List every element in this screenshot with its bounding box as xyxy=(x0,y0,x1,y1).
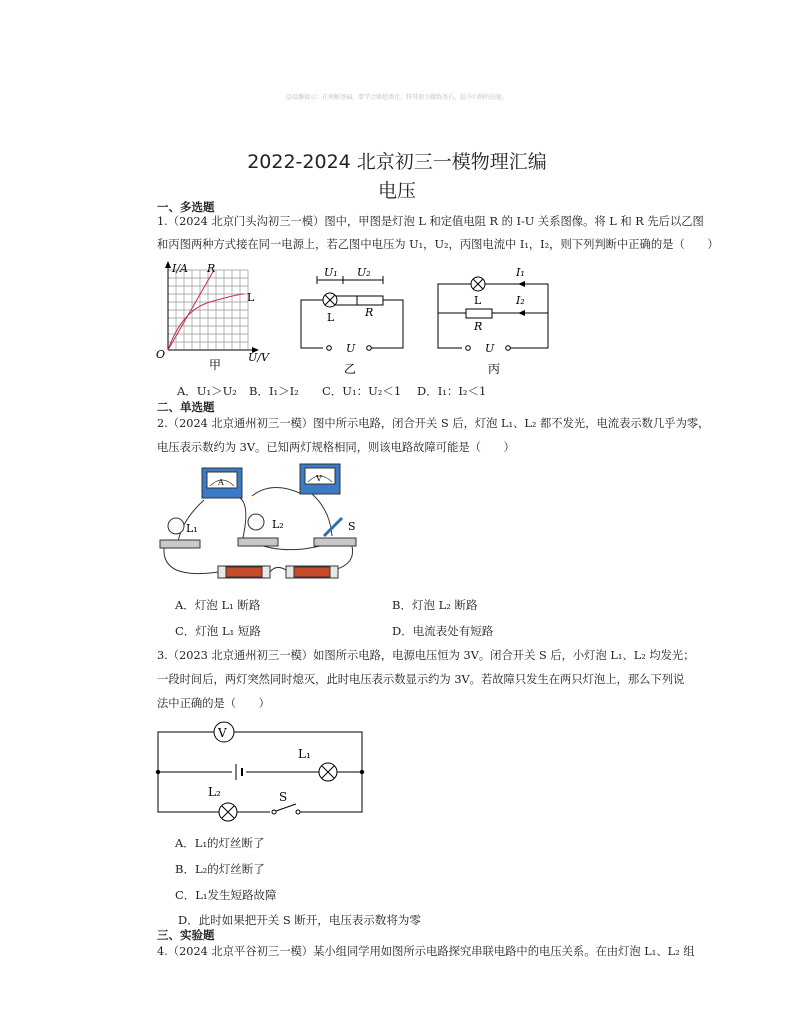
graph-origin-label: O xyxy=(156,348,166,361)
q1-option-d[interactable]: D．I₁：I₂＜1 xyxy=(417,384,487,398)
question-1-line-2: 和丙图两种方式接在同一电源上，若乙图中电压为 U₁，U₂，丙图电流中 I₁，I₂，则下列判断中正确的是（ ） xyxy=(157,238,719,251)
circuit-yi-caption: 乙 xyxy=(344,362,357,376)
resistor-label: R xyxy=(474,320,483,333)
switch-label: S xyxy=(348,520,356,533)
question-4-line-1: 4.（2024 北京平谷初三一模）某小组同学用如图所示电路探究串联电路中的电压关系。在由灯泡 L₁、L₂ 组 xyxy=(157,945,695,958)
section-heading-multi-choice: 一、多选题 xyxy=(157,200,215,214)
section-heading-experiment: 三、实验题 xyxy=(157,928,215,942)
resistor-label: R xyxy=(365,306,374,319)
graph-x-label: U/V xyxy=(248,351,269,364)
source-label: U xyxy=(346,342,356,355)
page-subtitle: 电压 xyxy=(377,180,416,202)
ammeter-label: A xyxy=(218,478,224,487)
u2-label: U₂ xyxy=(357,266,371,279)
lamp-label: L xyxy=(327,311,335,324)
question-3-line-1: 3.（2023 北京通州初三一模）如图所示电路，电源电压恒为 3V。闭合开关 S 后，小灯泡 L₁、L₂ 均发光； xyxy=(157,649,695,662)
page-title: 2022-2024 北京初三一模物理汇编 xyxy=(247,151,547,173)
figure-q3-circuit xyxy=(152,720,367,825)
question-3-line-3: 法中正确的是（ ） xyxy=(157,697,270,710)
lamp1-label: L₁ xyxy=(298,747,311,761)
graph-curve-l-label: L xyxy=(247,291,255,304)
q3-option-d[interactable]: D．此时如果把开关 S 断开，电压表示数将为零 xyxy=(178,913,421,927)
q1-option-a[interactable]: A．U₁＞U₂ xyxy=(177,384,237,398)
section-heading-single-choice: 二、单选题 xyxy=(157,400,215,414)
figure-physical-circuit xyxy=(152,460,367,590)
question-1-line-1: 1.（2024 北京门头沟初三一模）图中，甲图是灯泡 L 和定值电阻 R 的 I-U 关系图像。将 L 和 R 先后以乙图 xyxy=(157,215,704,228)
question-3-line-2: 一段时间后，两灯突然同时熄灭，此时电压表示数显示约为 3V。若故障只发生在两只灯泡上，那么下列说 xyxy=(157,673,685,686)
q1-option-b[interactable]: B．I₁＞I₂ xyxy=(249,384,299,398)
i2-label: I₂ xyxy=(516,294,525,307)
circuit-bing-caption: 丙 xyxy=(488,362,501,376)
q2-option-d[interactable]: D．电流表处有短路 xyxy=(392,624,494,638)
graph-y-label: I/A xyxy=(172,262,188,275)
watermark: ☺温馨提示：在理解基础，要学会联想类比，将其视为做练基石，提升归纳的技能。 xyxy=(285,94,509,101)
q3-option-b[interactable]: B．L₂的灯丝断了 xyxy=(175,862,265,876)
source-label: U xyxy=(485,342,495,355)
voltmeter-label: V xyxy=(218,726,227,740)
figure-iu-graph xyxy=(152,258,280,373)
question-2-line-1: 2.（2024 北京通州初三一模）图中所示电路，闭合开关 S 后，灯泡 L₁、L₂ 都不发光，电流表示数几乎为零， xyxy=(157,417,710,430)
lamp2-label: L₂ xyxy=(208,785,221,799)
graph-curve-r-label: R xyxy=(207,262,216,275)
q2-option-c[interactable]: C．灯泡 L₁ 短路 xyxy=(175,624,261,638)
voltmeter-label: V xyxy=(316,474,322,483)
u1-label: U₁ xyxy=(324,266,338,279)
q1-option-c[interactable]: C．U₁：U₂＜1 xyxy=(322,384,402,398)
lamp2-label: L₂ xyxy=(272,518,284,531)
figure-series-circuit xyxy=(295,258,410,378)
graph-caption: 甲 xyxy=(209,358,222,372)
switch-label: S xyxy=(279,790,288,804)
q2-option-b[interactable]: B．灯泡 L₂ 断路 xyxy=(392,598,478,612)
lamp-label: L xyxy=(474,294,482,307)
q2-option-a[interactable]: A．灯泡 L₁ 断路 xyxy=(175,598,261,612)
q3-option-c[interactable]: C．L₁发生短路故障 xyxy=(175,888,277,902)
i1-label: I₁ xyxy=(516,266,525,279)
question-2-line-2: 电压表示数约为 3V。已知两灯规格相同，则该电路故障可能是（ ） xyxy=(157,441,515,454)
q3-option-a[interactable]: A．L₁的灯丝断了 xyxy=(175,836,265,850)
lamp1-label: L₁ xyxy=(186,522,198,535)
figure-parallel-circuit xyxy=(430,258,560,378)
